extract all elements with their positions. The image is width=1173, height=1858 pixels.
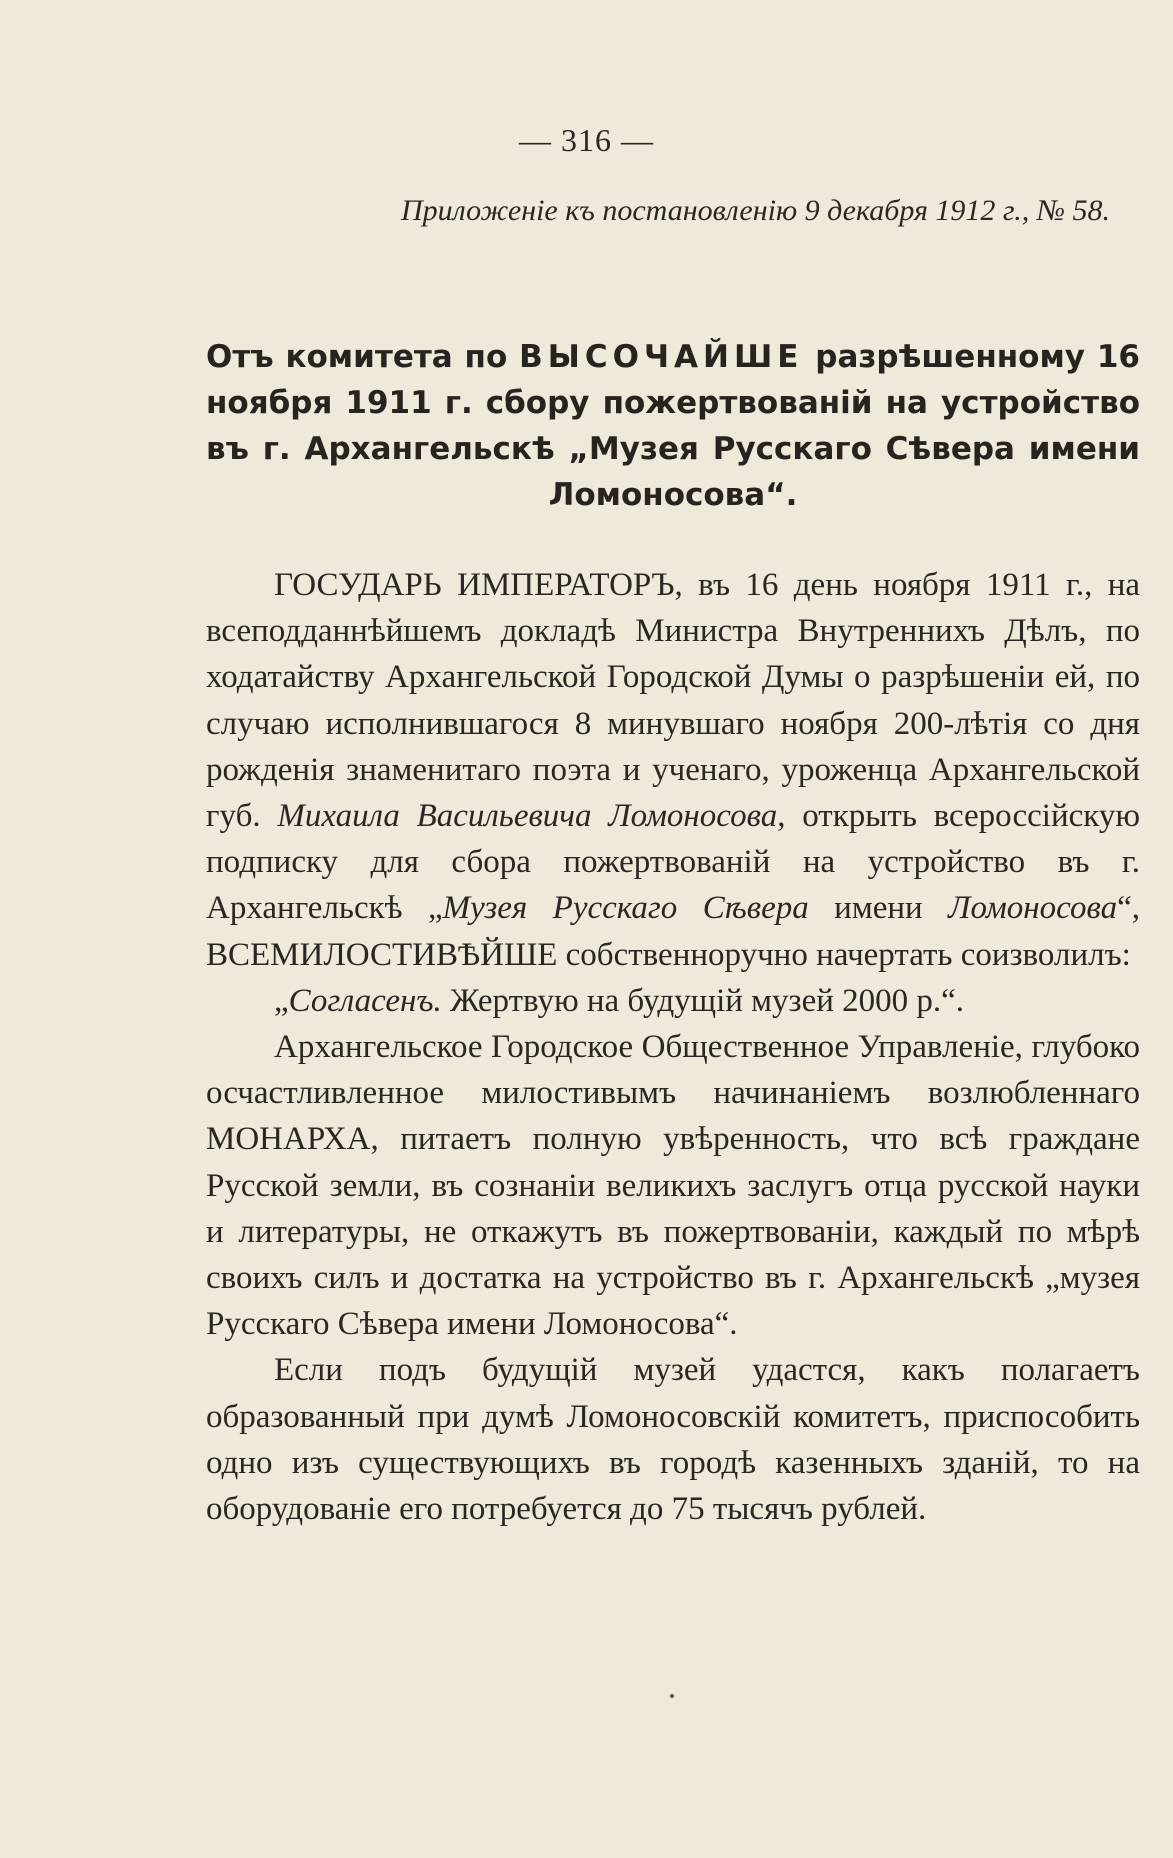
lomonosov-full-name: Михаила Васильевича Ломоносова [277, 798, 778, 835]
decree-text-4: “, ВСЕМИЛОСТИВѢЙШЕ собственноручно начертать соизволилъ: [206, 890, 1140, 973]
quote-text: Жертвую на будущiй музей 2000 р.“. [441, 982, 965, 1019]
museum-name: Музея Русскаго Сѣвера [442, 890, 809, 927]
imperial-resolution-quote [206, 978, 1140, 1024]
page-number: — 316 — [519, 122, 654, 158]
heading-text-end: разрѣшенному 16 ноября 1911 г. сбору пожертвованiй на устройство въ г. Архангельскѣ „Музея Русскаго Сѣвера имени Ломоносова“. [206, 339, 1140, 513]
lomonosov-name: Ломоносова [948, 890, 1118, 927]
print-dot-mark [670, 1694, 674, 1698]
document-heading [206, 334, 1140, 518]
decree-text-3: имени [808, 890, 949, 927]
paragraph-decree [206, 562, 1140, 978]
body-text [206, 562, 1140, 1532]
quote-open-mark: „ [274, 982, 289, 1019]
paragraph-city-administration: Архангельское Городское Общественное Управленiе, глубоко осчастливленное милостивымъ начинанiемъ возлюбленнаго МОНАРХА, питаетъ полную увѣренность, что всѣ граждане Русской земли, въ сознанiи великихъ заслугъ отца русской науки и литературы, не откажутъ въ пожертвованiи, каждый по мѣрѣ своихъ силъ и достатка на устройство въ г. Архангельскѣ „музея Русскаго Сѣвера имени Ломоносова“. [206, 1029, 1140, 1343]
quote-agreed-word: Согласенъ. [288, 982, 442, 1019]
paragraph-museum-funding: Если подъ будущiй музей удастся, какъ полагаетъ образованный при думѣ Ломоносовскiй комитетъ, приспособить одно изъ существующихъ въ городѣ казенныхъ зданiй, то на оборудованiе его потребуется до 75 тысячъ рублей. [206, 1352, 1140, 1528]
decree-text-2: , открыть всероссiйскую подписку для сбора пожертвованiй на устройство въ г. Архангельскѣ „ [206, 798, 1140, 927]
decree-text-1: ГОСУДАРЬ ИМПЕРАТОРЪ, въ 16 день ноября 1911 г., на всеподданнѣйшемъ докладѣ Министра Внутреннихъ Дѣлъ, по ходатайству Архангельской Городской Думы о разрѣшенiи ей, по случаю исполнившагося 8 минувшаго ноября 200-лѣтiя со дня рожденiя знаменитаго поэта и ученаго, уроженца Архангельской губ. [206, 567, 1140, 835]
appendix-note: Приложенiе къ постановленiю 9 декабря 1912 г., № 58. [401, 194, 1110, 227]
heading-text-start: Отъ комитета по [206, 339, 520, 375]
heading-emphasis: ВЫСОЧАЙШЕ [519, 339, 804, 375]
